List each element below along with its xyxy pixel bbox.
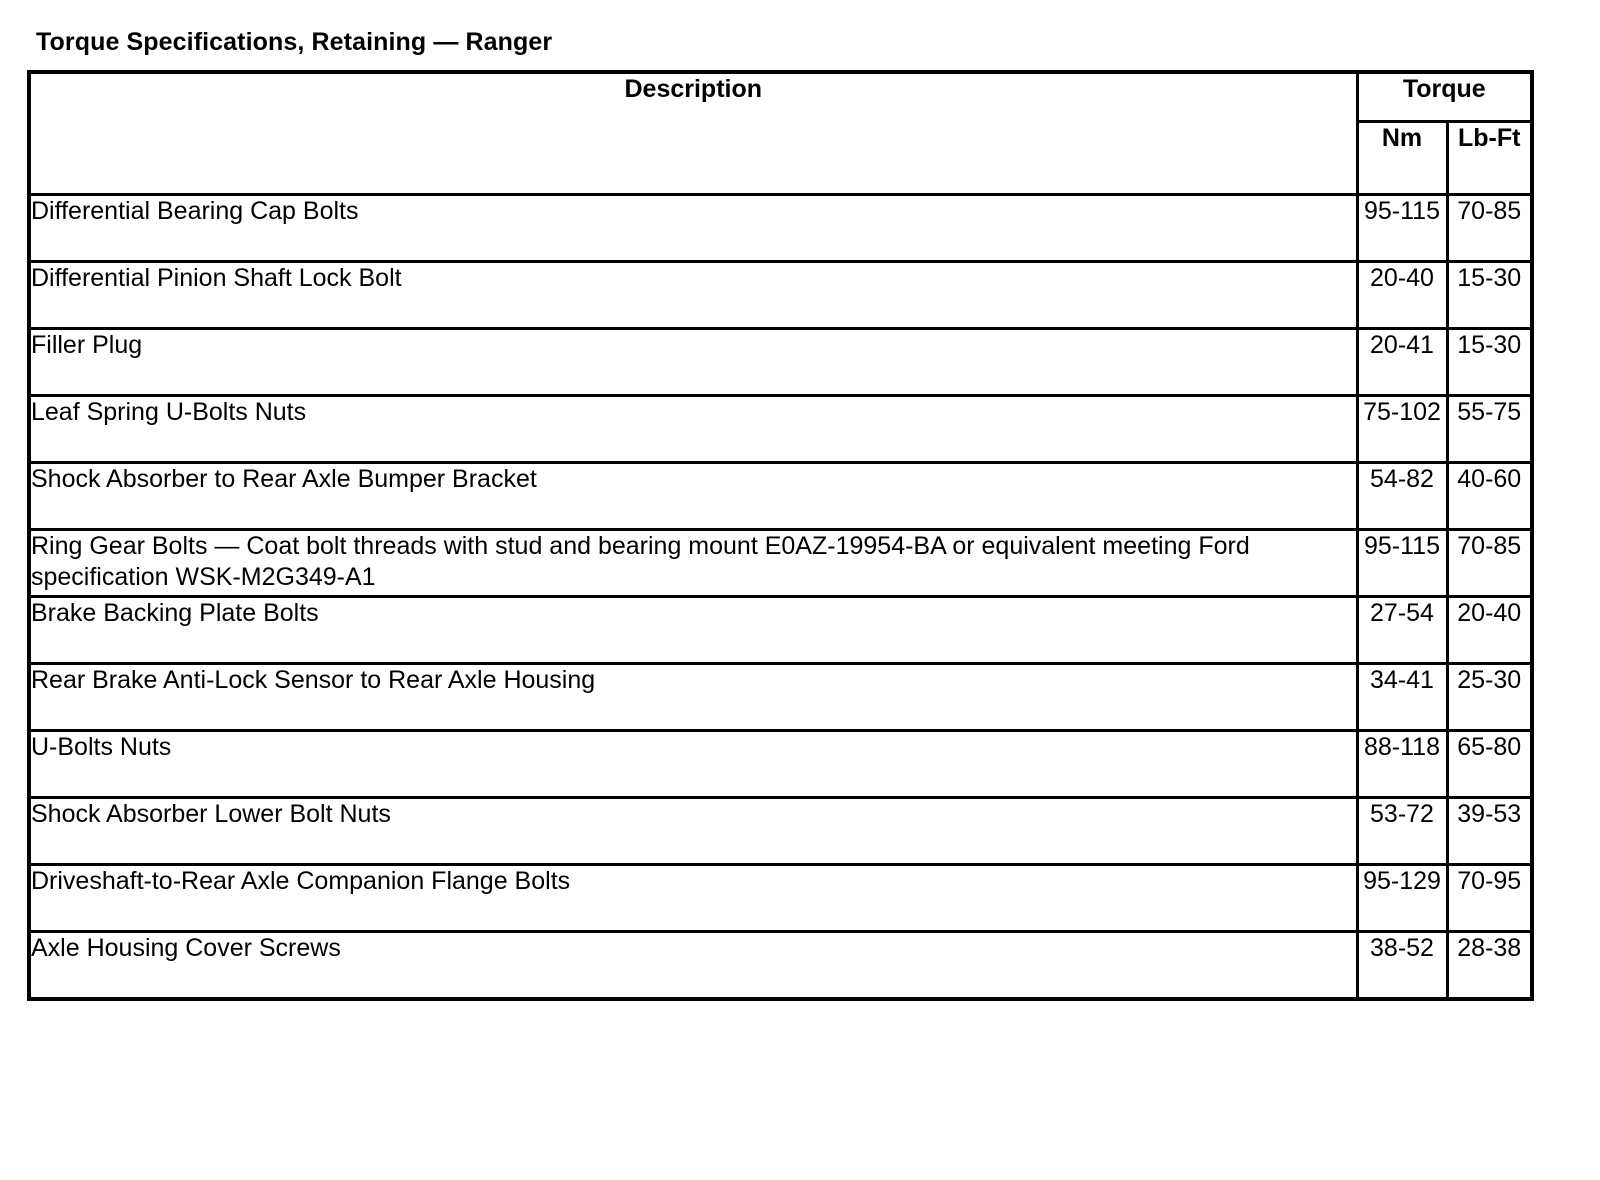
table-row — [29, 664, 1532, 731]
row-description: Filler Plug — [29, 329, 1357, 396]
table-row — [29, 530, 1532, 597]
row-torque-nm: 75-102 — [1357, 396, 1447, 463]
table-row — [29, 731, 1532, 798]
row-torque-lbft: 39-53 — [1447, 798, 1532, 865]
header-row-top — [29, 72, 1532, 122]
row-torque-lbft: 70-85 — [1447, 530, 1532, 597]
row-torque-nm: 20-41 — [1357, 329, 1447, 396]
row-torque-nm: 34-41 — [1357, 664, 1447, 731]
column-header-nm: Nm — [1357, 122, 1447, 195]
column-header-lbft: Lb-Ft — [1447, 122, 1532, 195]
table-row — [29, 262, 1532, 329]
torque-spec-table — [27, 70, 1534, 1001]
column-header-torque: Torque — [1357, 72, 1532, 122]
row-torque-lbft: 65-80 — [1447, 731, 1532, 798]
row-description: Differential Bearing Cap Bolts — [29, 195, 1357, 262]
row-torque-lbft: 15-30 — [1447, 329, 1532, 396]
row-description: Differential Pinion Shaft Lock Bolt — [29, 262, 1357, 329]
row-description: Leaf Spring U-Bolts Nuts — [29, 396, 1357, 463]
table-row — [29, 463, 1532, 530]
row-description: Shock Absorber to Rear Axle Bumper Bracket — [29, 463, 1357, 530]
row-torque-nm: 95-115 — [1357, 195, 1447, 262]
table-row — [29, 798, 1532, 865]
row-torque-lbft: 70-95 — [1447, 865, 1532, 932]
row-torque-lbft: 55-75 — [1447, 396, 1532, 463]
row-description: U-Bolts Nuts — [29, 731, 1357, 798]
column-header-description: Description — [29, 72, 1357, 195]
table-row — [29, 195, 1532, 262]
row-description: Ring Gear Bolts — Coat bolt threads with stud and bearing mount E0AZ-19954-BA or equivalent meeting Ford specification WSK-M2G349-A1 — [29, 530, 1357, 597]
page-title: Torque Specifications, Retaining — Ranger — [36, 28, 553, 56]
row-torque-nm: 95-129 — [1357, 865, 1447, 932]
row-description: Axle Housing Cover Screws — [29, 932, 1357, 1000]
table-row — [29, 329, 1532, 396]
table-row — [29, 597, 1532, 664]
row-torque-lbft: 20-40 — [1447, 597, 1532, 664]
table-row — [29, 865, 1532, 932]
row-torque-nm: 54-82 — [1357, 463, 1447, 530]
row-description: Driveshaft-to-Rear Axle Companion Flange Bolts — [29, 865, 1357, 932]
row-torque-nm: 20-40 — [1357, 262, 1447, 329]
row-torque-lbft: 15-30 — [1447, 262, 1532, 329]
table-row — [29, 396, 1532, 463]
row-description: Shock Absorber Lower Bolt Nuts — [29, 798, 1357, 865]
row-torque-nm: 53-72 — [1357, 798, 1447, 865]
row-torque-lbft: 40-60 — [1447, 463, 1532, 530]
row-torque-nm: 38-52 — [1357, 932, 1447, 1000]
row-description: Brake Backing Plate Bolts — [29, 597, 1357, 664]
row-torque-lbft: 25-30 — [1447, 664, 1532, 731]
row-torque-nm: 27-54 — [1357, 597, 1447, 664]
row-description: Rear Brake Anti-Lock Sensor to Rear Axle Housing — [29, 664, 1357, 731]
row-torque-lbft: 70-85 — [1447, 195, 1532, 262]
row-torque-lbft: 28-38 — [1447, 932, 1532, 1000]
row-torque-nm: 88-118 — [1357, 731, 1447, 798]
table-row — [29, 932, 1532, 1000]
row-torque-nm: 95-115 — [1357, 530, 1447, 597]
